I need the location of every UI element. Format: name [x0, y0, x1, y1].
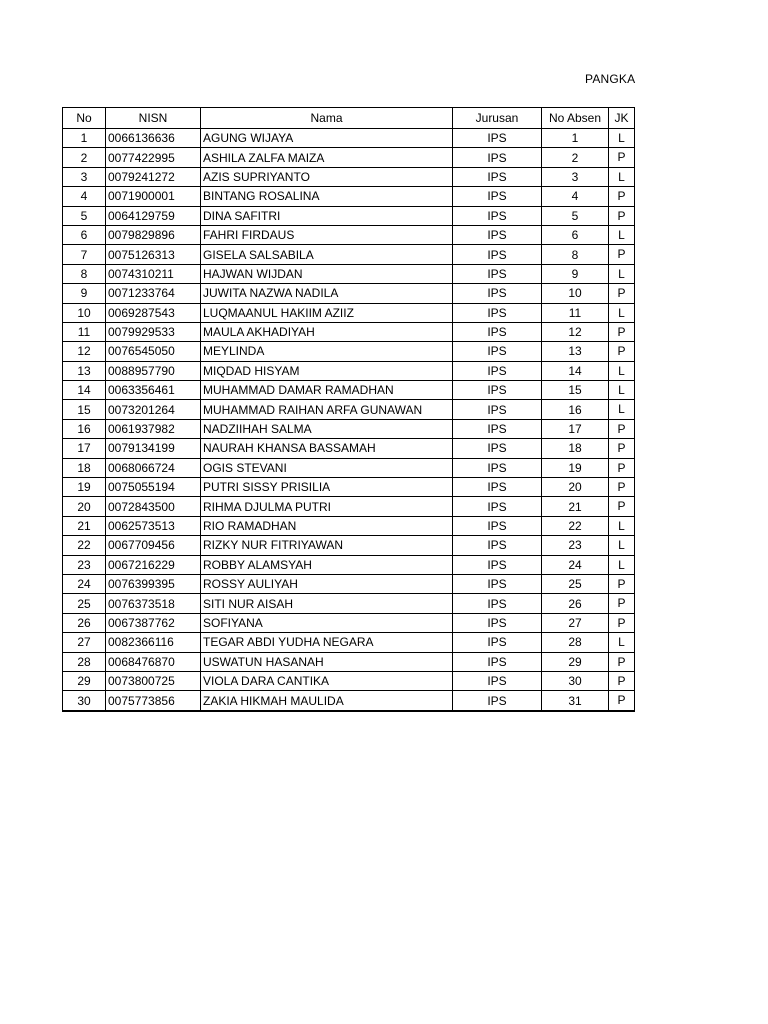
- cell-jk: L: [609, 264, 635, 283]
- cell-jk: L: [609, 303, 635, 322]
- cell-nama: MUHAMMAD DAMAR RAMADHAN: [201, 381, 453, 400]
- cell-nama: JUWITA NAZWA NADILA: [201, 284, 453, 303]
- cell-no-absen: 27: [542, 613, 609, 632]
- cell-nama: GISELA SALSABILA: [201, 245, 453, 264]
- cell-jurusan: IPS: [453, 322, 542, 341]
- cell-no-absen: 4: [542, 187, 609, 206]
- table-row: [63, 536, 635, 555]
- cell-nama: AGUNG WIJAYA: [201, 129, 453, 148]
- cell-no-absen: 9: [542, 264, 609, 283]
- cell-no: 1: [63, 129, 106, 148]
- table-row: [63, 187, 635, 206]
- table-row: [63, 516, 635, 535]
- cell-nisn: 0067709456: [106, 536, 201, 555]
- cell-no: 3: [63, 167, 106, 186]
- table-row: [63, 206, 635, 225]
- cell-no: 9: [63, 284, 106, 303]
- cell-nisn: 0075055194: [106, 478, 201, 497]
- table-row: [63, 381, 635, 400]
- cell-nisn: 0079829896: [106, 225, 201, 244]
- cell-jk: P: [609, 613, 635, 632]
- cell-jk: P: [609, 652, 635, 671]
- cell-no-absen: 2: [542, 148, 609, 167]
- cell-no-absen: 14: [542, 361, 609, 380]
- cell-nisn: 0076373518: [106, 594, 201, 613]
- cell-nama: VIOLA DARA CANTIKA: [201, 671, 453, 690]
- cell-nama: BINTANG ROSALINA: [201, 187, 453, 206]
- cell-nama: TEGAR ABDI YUDHA NEGARA: [201, 633, 453, 652]
- cell-jk: P: [609, 594, 635, 613]
- table-row: [63, 439, 635, 458]
- cell-jurusan: IPS: [453, 419, 542, 438]
- cell-nisn: 0073800725: [106, 671, 201, 690]
- cell-no-absen: 23: [542, 536, 609, 555]
- table-row: [63, 419, 635, 438]
- cell-nama: LUQMAANUL HAKIIM AZIIZ: [201, 303, 453, 322]
- table-body: [63, 129, 635, 711]
- table-row: [63, 594, 635, 613]
- cell-jurusan: IPS: [453, 633, 542, 652]
- cell-no: 26: [63, 613, 106, 632]
- cell-no-absen: 22: [542, 516, 609, 535]
- cell-nisn: 0063356461: [106, 381, 201, 400]
- cell-no-absen: 3: [542, 167, 609, 186]
- cell-no-absen: 11: [542, 303, 609, 322]
- cell-nama: NAURAH KHANSA BASSAMAH: [201, 439, 453, 458]
- cell-no: 7: [63, 245, 106, 264]
- cell-jurusan: IPS: [453, 671, 542, 690]
- cell-nama: MEYLINDA: [201, 342, 453, 361]
- cell-no: 28: [63, 652, 106, 671]
- table-row: [63, 225, 635, 244]
- cell-jk: L: [609, 400, 635, 419]
- cell-jk: L: [609, 129, 635, 148]
- cell-jurusan: IPS: [453, 574, 542, 593]
- cell-no-absen: 15: [542, 381, 609, 400]
- cell-no: 14: [63, 381, 106, 400]
- cell-no-absen: 24: [542, 555, 609, 574]
- cell-jurusan: IPS: [453, 555, 542, 574]
- cell-nama: RIZKY NUR FITRIYAWAN: [201, 536, 453, 555]
- table-row: [63, 633, 635, 652]
- cell-nisn: 0088957790: [106, 361, 201, 380]
- cell-no-absen: 5: [542, 206, 609, 225]
- cell-nama: ROSSY AULIYAH: [201, 574, 453, 593]
- cell-jk: P: [609, 187, 635, 206]
- cell-jurusan: IPS: [453, 516, 542, 535]
- student-table: [62, 107, 635, 712]
- table-row: [63, 129, 635, 148]
- col-header-nama: Nama: [201, 108, 453, 129]
- cell-nama: AZIS SUPRIYANTO: [201, 167, 453, 186]
- cell-jurusan: IPS: [453, 478, 542, 497]
- cell-no-absen: 18: [542, 439, 609, 458]
- cell-nama: HAJWAN WIJDAN: [201, 264, 453, 283]
- cell-nisn: 0079241272: [106, 167, 201, 186]
- cell-nisn: 0076545050: [106, 342, 201, 361]
- cell-nama: MAULA AKHADIYAH: [201, 322, 453, 341]
- cell-nama: ROBBY ALAMSYAH: [201, 555, 453, 574]
- cell-nama: MIQDAD HISYAM: [201, 361, 453, 380]
- cell-jurusan: IPS: [453, 381, 542, 400]
- table-row: [63, 691, 635, 711]
- table-row: [63, 264, 635, 283]
- cell-no: 8: [63, 264, 106, 283]
- cell-nama: OGIS STEVANI: [201, 458, 453, 477]
- cell-no: 2: [63, 148, 106, 167]
- cell-no: 27: [63, 633, 106, 652]
- table-row: [63, 555, 635, 574]
- cell-nisn: 0068066724: [106, 458, 201, 477]
- cell-jurusan: IPS: [453, 129, 542, 148]
- cell-no: 19: [63, 478, 106, 497]
- cell-nama: DINA SAFITRI: [201, 206, 453, 225]
- cell-jk: L: [609, 555, 635, 574]
- cell-jurusan: IPS: [453, 245, 542, 264]
- cell-nisn: 0061937982: [106, 419, 201, 438]
- cell-jurusan: IPS: [453, 594, 542, 613]
- cell-no-absen: 10: [542, 284, 609, 303]
- cell-no: 24: [63, 574, 106, 593]
- cell-nama: SITI NUR AISAH: [201, 594, 453, 613]
- cell-nama: RIO RAMADHAN: [201, 516, 453, 535]
- cell-nisn: 0071900001: [106, 187, 201, 206]
- table-row: [63, 342, 635, 361]
- cell-no: 20: [63, 497, 106, 516]
- cell-jk: P: [609, 322, 635, 341]
- cell-nama: FAHRI FIRDAUS: [201, 225, 453, 244]
- cell-no: 29: [63, 671, 106, 690]
- cell-nisn: 0064129759: [106, 206, 201, 225]
- cell-no: 25: [63, 594, 106, 613]
- cell-jurusan: IPS: [453, 361, 542, 380]
- cell-jk: L: [609, 381, 635, 400]
- cell-jurusan: IPS: [453, 536, 542, 555]
- col-header-no: No: [63, 108, 106, 129]
- table-row: [63, 478, 635, 497]
- cell-nisn: 0067387762: [106, 613, 201, 632]
- cell-nama: RIHMA DJULMA PUTRI: [201, 497, 453, 516]
- table-row: [63, 613, 635, 632]
- cell-no-absen: 17: [542, 419, 609, 438]
- cell-no: 16: [63, 419, 106, 438]
- cell-jurusan: IPS: [453, 225, 542, 244]
- cell-no: 23: [63, 555, 106, 574]
- col-header-nisn: NISN: [106, 108, 201, 129]
- cell-no: 13: [63, 361, 106, 380]
- cell-jurusan: IPS: [453, 167, 542, 186]
- table-row: [63, 671, 635, 690]
- cell-jk: P: [609, 206, 635, 225]
- cell-jurusan: IPS: [453, 400, 542, 419]
- cell-nama: ASHILA ZALFA MAIZA: [201, 148, 453, 167]
- cell-jurusan: IPS: [453, 148, 542, 167]
- cell-no-absen: 12: [542, 322, 609, 341]
- cell-no: 30: [63, 691, 106, 711]
- cell-no: 11: [63, 322, 106, 341]
- cell-jk: P: [609, 478, 635, 497]
- cell-jk: L: [609, 361, 635, 380]
- cell-no: 22: [63, 536, 106, 555]
- cell-jurusan: IPS: [453, 264, 542, 283]
- cell-jk: L: [609, 633, 635, 652]
- cell-jk: P: [609, 439, 635, 458]
- cell-jurusan: IPS: [453, 613, 542, 632]
- cell-nama: USWATUN HASANAH: [201, 652, 453, 671]
- cell-nisn: 0079134199: [106, 439, 201, 458]
- cell-no: 5: [63, 206, 106, 225]
- cell-nama: ZAKIA HIKMAH MAULIDA: [201, 691, 453, 711]
- cell-no: 17: [63, 439, 106, 458]
- cell-no-absen: 8: [542, 245, 609, 264]
- cell-nama: PUTRI SISSY PRISILIA: [201, 478, 453, 497]
- table-row: [63, 303, 635, 322]
- cell-jk: L: [609, 516, 635, 535]
- page-header: PANGKA: [585, 72, 636, 86]
- cell-no-absen: 16: [542, 400, 609, 419]
- cell-nisn: 0068476870: [106, 652, 201, 671]
- cell-no: 21: [63, 516, 106, 535]
- cell-no-absen: 6: [542, 225, 609, 244]
- cell-nisn: 0069287543: [106, 303, 201, 322]
- cell-no: 10: [63, 303, 106, 322]
- cell-nama: MUHAMMAD RAIHAN ARFA GUNAWAN: [201, 400, 453, 419]
- cell-jk: P: [609, 691, 635, 711]
- cell-no-absen: 30: [542, 671, 609, 690]
- cell-nisn: 0076399395: [106, 574, 201, 593]
- table-row: [63, 167, 635, 186]
- cell-jurusan: IPS: [453, 303, 542, 322]
- table-row: [63, 361, 635, 380]
- table-row: [63, 458, 635, 477]
- col-header-jurusan: Jurusan: [453, 108, 542, 129]
- cell-nisn: 0074310211: [106, 264, 201, 283]
- cell-no-absen: 13: [542, 342, 609, 361]
- cell-no-absen: 28: [542, 633, 609, 652]
- col-header-jk: JK: [609, 108, 635, 129]
- cell-jk: L: [609, 536, 635, 555]
- cell-nisn: 0075773856: [106, 691, 201, 711]
- cell-jk: P: [609, 671, 635, 690]
- cell-nama: NADZIIHAH SALMA: [201, 419, 453, 438]
- table-row: [63, 574, 635, 593]
- table-row: [63, 400, 635, 419]
- cell-nisn: 0073201264: [106, 400, 201, 419]
- cell-jk: P: [609, 245, 635, 264]
- table-row: [63, 497, 635, 516]
- cell-nama: SOFIYANA: [201, 613, 453, 632]
- cell-nisn: 0077422995: [106, 148, 201, 167]
- table-row: [63, 652, 635, 671]
- table-row: [63, 245, 635, 264]
- cell-no-absen: 31: [542, 691, 609, 711]
- cell-nisn: 0067216229: [106, 555, 201, 574]
- cell-nisn: 0082366116: [106, 633, 201, 652]
- cell-jurusan: IPS: [453, 691, 542, 711]
- cell-nisn: 0075126313: [106, 245, 201, 264]
- col-header-no-absen: No Absen: [542, 108, 609, 129]
- cell-no-absen: 21: [542, 497, 609, 516]
- cell-no-absen: 29: [542, 652, 609, 671]
- cell-no: 18: [63, 458, 106, 477]
- cell-jk: P: [609, 497, 635, 516]
- cell-jk: P: [609, 284, 635, 303]
- cell-jk: P: [609, 574, 635, 593]
- cell-jk: L: [609, 225, 635, 244]
- table-header-row: [63, 108, 635, 129]
- cell-jk: P: [609, 458, 635, 477]
- cell-jurusan: IPS: [453, 652, 542, 671]
- cell-jurusan: IPS: [453, 206, 542, 225]
- cell-nisn: 0079929533: [106, 322, 201, 341]
- cell-no-absen: 19: [542, 458, 609, 477]
- cell-no-absen: 26: [542, 594, 609, 613]
- cell-nisn: 0072843500: [106, 497, 201, 516]
- cell-jurusan: IPS: [453, 439, 542, 458]
- table-row: [63, 148, 635, 167]
- table-row: [63, 284, 635, 303]
- cell-nisn: 0066136636: [106, 129, 201, 148]
- cell-jk: P: [609, 419, 635, 438]
- cell-jurusan: IPS: [453, 342, 542, 361]
- cell-jk: L: [609, 167, 635, 186]
- cell-nisn: 0071233764: [106, 284, 201, 303]
- cell-no-absen: 25: [542, 574, 609, 593]
- cell-no: 6: [63, 225, 106, 244]
- cell-jurusan: IPS: [453, 284, 542, 303]
- cell-no-absen: 20: [542, 478, 609, 497]
- cell-no: 12: [63, 342, 106, 361]
- cell-jk: P: [609, 148, 635, 167]
- cell-nisn: 0062573513: [106, 516, 201, 535]
- cell-no-absen: 1: [542, 129, 609, 148]
- cell-jurusan: IPS: [453, 187, 542, 206]
- table-row: [63, 322, 635, 341]
- cell-no: 15: [63, 400, 106, 419]
- cell-no: 4: [63, 187, 106, 206]
- cell-jk: P: [609, 342, 635, 361]
- cell-jurusan: IPS: [453, 497, 542, 516]
- cell-jurusan: IPS: [453, 458, 542, 477]
